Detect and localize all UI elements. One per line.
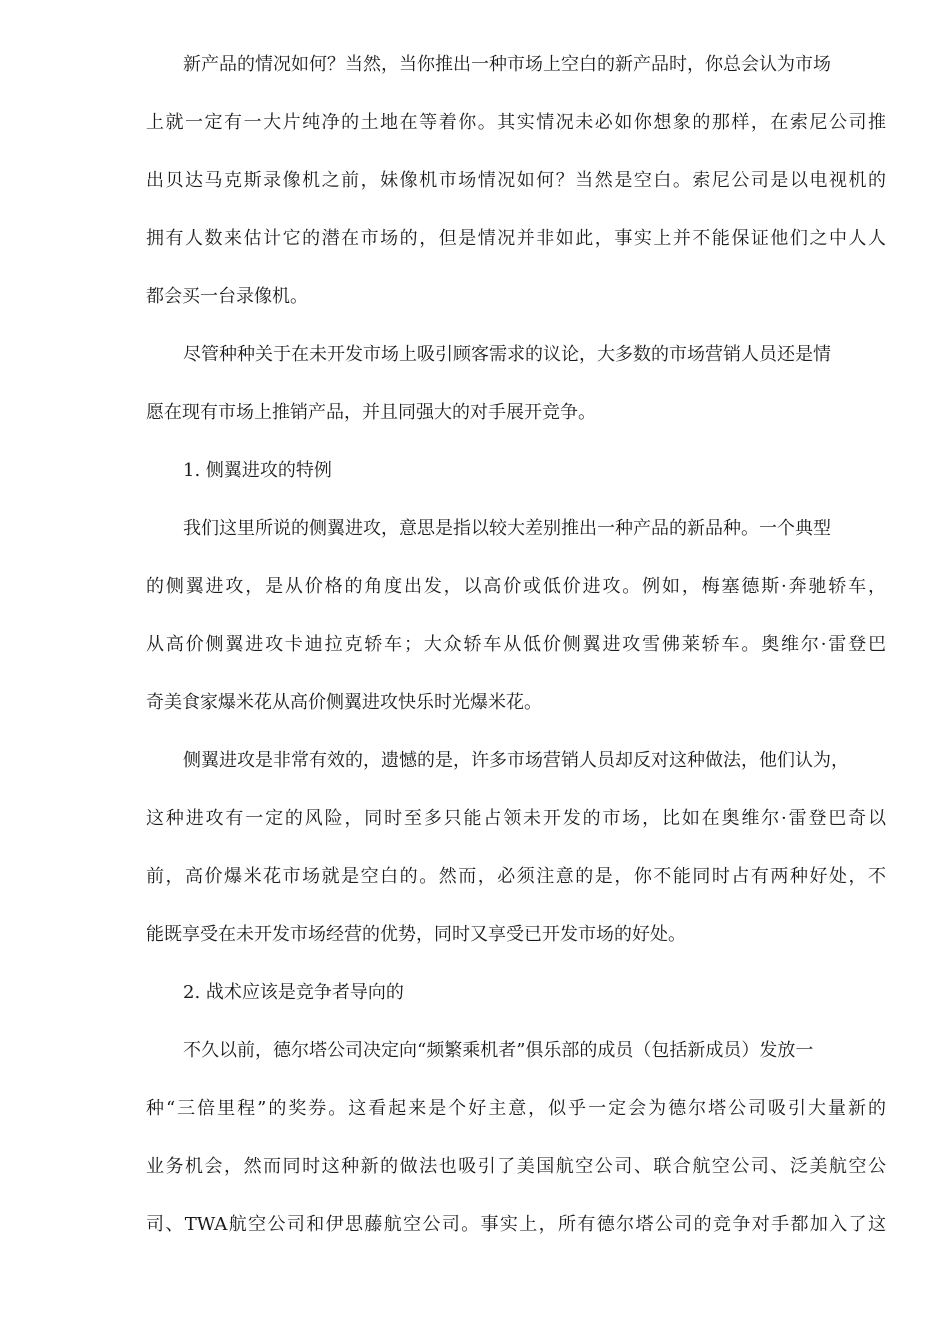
paragraph-line: 从高价侧翼进攻卡迪拉克轿车；大众轿车从低价侧翼进攻雪佛莱轿车。奥维尔·雷登巴 <box>146 634 886 655</box>
section-heading: 2. 战术应该是竞争者导向的 <box>183 982 404 1003</box>
paragraph-line: 奇美食家爆米花从高价侧翼进攻快乐时光爆米花。 <box>146 692 542 713</box>
paragraph-line: 上就一定有一大片纯净的土地在等着你。其实情况未必如你想象的那样，在索尼公司推 <box>146 112 886 133</box>
paragraph-line: 出贝达马克斯录像机之前，妹像机市场情况如何？当然是空白。索尼公司是以电视机的 <box>146 170 886 191</box>
paragraph-line: 这种进攻有一定的风险，同时至多只能占领未开发的市场，比如在奥维尔·雷登巴奇以 <box>146 808 886 829</box>
paragraph-line: 我们这里所说的侧翼进攻，意思是指以较大差别推出一种产品的新品种。一个典型 <box>183 518 831 539</box>
section-heading: 1. 侧翼进攻的特例 <box>183 460 332 481</box>
paragraph-line: 侧翼进攻是非常有效的，遗憾的是，许多市场营销人员却反对这种做法，他们认为， <box>183 750 849 771</box>
paragraph-line: 尽管种种关于在未开发市场上吸引顾客需求的议论，大多数的市场营销人员还是情 <box>183 344 831 365</box>
paragraph-line: 业务机会，然而同时这种新的做法也吸引了美国航空公司、联合航空公司、泛美航空公 <box>146 1156 886 1177</box>
paragraph-line: 都会买一台录像机。 <box>146 286 308 307</box>
paragraph-line: 不久以前，德尔塔公司决定向“频繁乘机者”俱乐部的成员（包括新成员）发放一 <box>183 1040 814 1061</box>
body-text <box>146 36 886 1254</box>
paragraph-line: 新产品的情况如何？当然，当你推出一种市场上空白的新产品时，你总会认为市场 <box>183 54 831 75</box>
paragraph-line: 拥有人数来估计它的潜在市场的，但是情况并非如此，事实上并不能保证他们之中人人 <box>146 228 886 249</box>
paragraph-line: 种“三倍里程”的奖券。这看起来是个好主意，似乎一定会为德尔塔公司吸引大量新的 <box>146 1098 886 1119</box>
paragraph-line: 能既享受在未开发市场经营的优势，同时又享受已开发市场的好处。 <box>146 924 686 945</box>
paragraph-line: 的侧翼进攻，是从价格的角度出发，以高价或低价进攻。例如，梅塞德斯·奔驰轿车， <box>146 576 886 597</box>
paragraph-line: 前，高价爆米花市场就是空白的。然而，必须注意的是，你不能同时占有两种好处，不 <box>146 866 886 887</box>
paragraph-line: 愿在现有市场上推销产品，并且同强大的对手展开竞争。 <box>146 402 596 423</box>
paragraph-line: 司、TWA航空公司和伊思藤航空公司。事实上，所有德尔塔公司的竞争对手都加入了这 <box>146 1214 886 1235</box>
